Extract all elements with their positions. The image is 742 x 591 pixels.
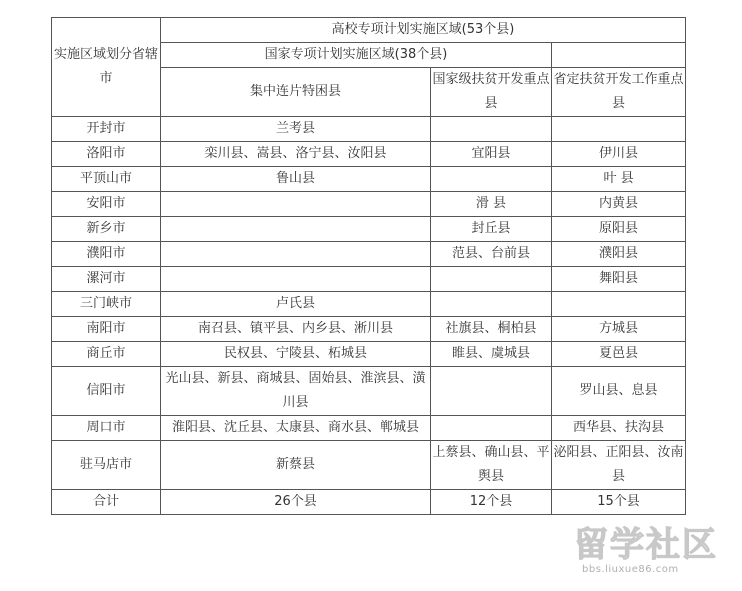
national-cell (431, 117, 552, 142)
national-cell: 宜阳县 (431, 142, 552, 167)
table-row (52, 192, 686, 217)
provincial-cell: 罗山县、息县 (552, 367, 686, 416)
city-cell: 濮阳市 (52, 242, 161, 267)
provincial-cell: 泌阳县、正阳县、汝南县 (552, 441, 686, 490)
counties-table (51, 17, 686, 515)
contiguous-cell: 兰考县 (161, 117, 431, 142)
watermark-logo-text: 留学社区 (574, 525, 718, 565)
contiguous-cell: 鲁山县 (161, 167, 431, 192)
watermark (572, 522, 738, 582)
provincial-cell: 舞阳县 (552, 267, 686, 292)
provincial-cell: 叶 县 (552, 167, 686, 192)
provincial-cell: 方城县 (552, 317, 686, 342)
empty-header-cell (552, 43, 686, 68)
region-column-header: 实施区域划分省辖市 (52, 18, 161, 117)
contiguous-cell: 南召县、镇平县、内乡县、淅川县 (161, 317, 431, 342)
national-cell (431, 167, 552, 192)
total-contiguous: 26个县 (161, 490, 431, 515)
national-cell: 滑 县 (431, 192, 552, 217)
national-area-header: 国家专项计划实施区域(38个县) (161, 43, 552, 68)
contiguous-cell (161, 192, 431, 217)
contiguous-cell (161, 267, 431, 292)
contiguous-cell: 光山县、新县、商城县、固始县、淮滨县、潢川县 (161, 367, 431, 416)
contiguous-cell (161, 242, 431, 267)
city-cell: 周口市 (52, 416, 161, 441)
city-cell: 三门峡市 (52, 292, 161, 317)
provincial-cell (552, 117, 686, 142)
contiguous-cell: 新蔡县 (161, 441, 431, 490)
city-cell: 洛阳市 (52, 142, 161, 167)
provincial-cell: 原阳县 (552, 217, 686, 242)
national-cell: 社旗县、桐柏县 (431, 317, 552, 342)
national-cell: 睢县、虞城县 (431, 342, 552, 367)
table-row (52, 142, 686, 167)
contiguous-cell: 淮阳县、沈丘县、太康县、商水县、郸城县 (161, 416, 431, 441)
national-cell: 封丘县 (431, 217, 552, 242)
city-cell: 新乡市 (52, 217, 161, 242)
city-cell: 漯河市 (52, 267, 161, 292)
city-cell: 平顶山市 (52, 167, 161, 192)
provincial-key-column-header: 省定扶贫开发工作重点县 (552, 68, 686, 117)
national-cell (431, 367, 552, 416)
table-row (52, 367, 686, 416)
contiguous-cell (161, 217, 431, 242)
provincial-cell: 伊川县 (552, 142, 686, 167)
table-row (52, 217, 686, 242)
table-row (52, 117, 686, 142)
provincial-cell: 夏邑县 (552, 342, 686, 367)
total-label: 合计 (52, 490, 161, 515)
national-cell: 上蔡县、确山县、平舆县 (431, 441, 552, 490)
contiguous-cell: 卢氏县 (161, 292, 431, 317)
provincial-cell: 内黄县 (552, 192, 686, 217)
table-row (52, 292, 686, 317)
national-cell (431, 292, 552, 317)
city-cell: 驻马店市 (52, 441, 161, 490)
national-key-column-header: 国家级扶贫开发重点县 (431, 68, 552, 117)
total-row (52, 490, 686, 515)
table-row (52, 317, 686, 342)
city-cell: 商丘市 (52, 342, 161, 367)
contiguous-cell: 民权县、宁陵县、柘城县 (161, 342, 431, 367)
total-provincial: 15个县 (552, 490, 686, 515)
national-cell: 范县、台前县 (431, 242, 552, 267)
city-cell: 开封市 (52, 117, 161, 142)
contiguous-cell: 栾川县、嵩县、洛宁县、汝阳县 (161, 142, 431, 167)
city-cell: 安阳市 (52, 192, 161, 217)
city-cell: 信阳市 (52, 367, 161, 416)
contiguous-column-header: 集中连片特困县 (161, 68, 431, 117)
table-row (52, 416, 686, 441)
watermark-logo (572, 522, 738, 566)
provincial-cell: 濮阳县 (552, 242, 686, 267)
total-national: 12个县 (431, 490, 552, 515)
table-row (52, 441, 686, 490)
table-row (52, 242, 686, 267)
header-row-1 (52, 18, 686, 43)
table-row (52, 342, 686, 367)
univ-area-header: 高校专项计划实施区域(53个县) (161, 18, 686, 43)
provincial-cell (552, 292, 686, 317)
city-cell: 南阳市 (52, 317, 161, 342)
table-row (52, 267, 686, 292)
watermark-url: bbs.liuxue86.com (582, 564, 679, 575)
national-cell (431, 416, 552, 441)
provincial-cell: 西华县、扶沟县 (552, 416, 686, 441)
national-cell (431, 267, 552, 292)
table-row (52, 167, 686, 192)
